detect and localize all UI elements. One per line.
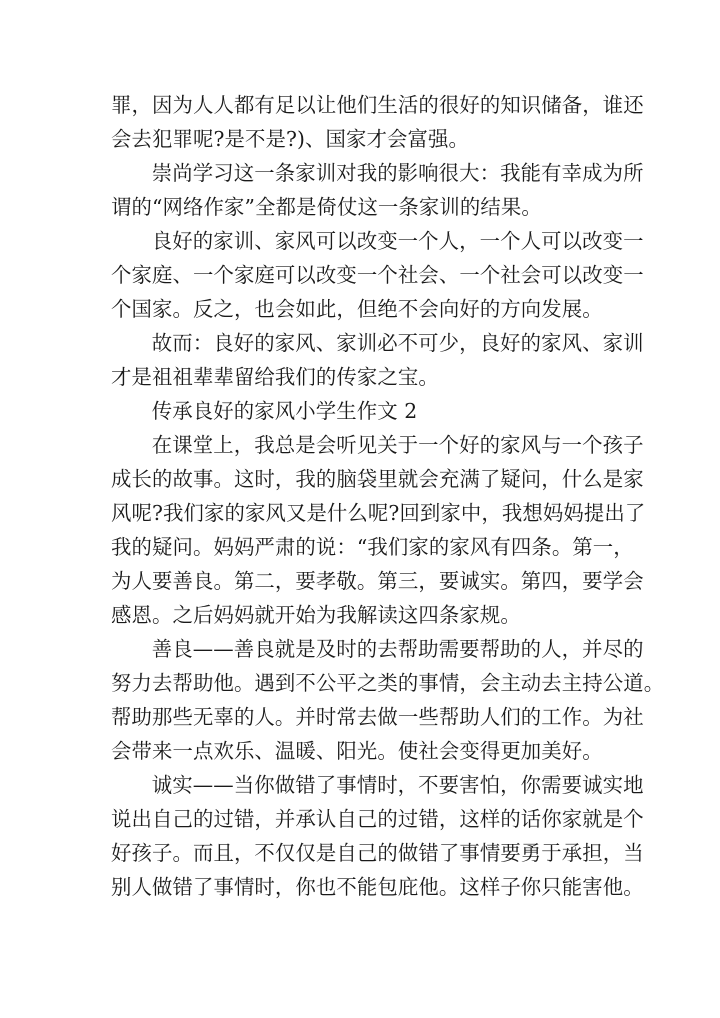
text-line: 会带来一点欢乐、温暖、阳光。使社会变得更加美好。 [111,739,603,763]
paragraph [111,768,644,904]
text-line: 崇尚学习这一条家训对我的影响很大：我能有幸成为所 [151,161,644,185]
text-line: 帮助那些无辜的人。并时常去做一些帮助人们的工作。为社 [111,705,644,729]
text-line: 罪，因为人人都有足以让他们生活的很好的知识储备，谁还 [111,93,644,117]
paragraph [111,224,644,326]
text-line: 我的疑问。妈妈严肃的说：“我们家的家风有四条。第一， [111,535,634,559]
paragraph [111,88,644,156]
text-line: 会去犯罪呢?是不是?)、国家才会富强。 [111,127,469,151]
text-line: 风呢?我们家的家风又是什么呢?回到家中，我想妈妈提出了 [111,501,646,525]
paragraph [111,326,644,394]
text-line: 在课堂上，我总是会听见关于一个好的家风与一个孩子 [151,433,644,457]
text-line: 诚实——当你做错了事情时，不要害怕，你需要诚实地 [151,773,644,797]
text-line: 才是祖祖辈辈留给我们的传家之宝。 [111,365,439,389]
document-body [111,88,665,904]
text-line: 别人做错了事情时，你也不能包庇他。这样子你只能害他。 [111,875,644,899]
text-line: 个国家。反之，也会如此，但绝不会向好的方向发展。 [111,297,603,321]
text-line: 努力去帮助他。遇到不公平之类的事情，会主动去主持公道。 [111,671,665,695]
paragraph [111,156,644,224]
text-line: 善良——善良就是及时的去帮助需要帮助的人，并尽的 [151,637,644,661]
text-line: 好孩子。而且，不仅仅是自己的做错了事情要勇于承担，当 [111,841,644,865]
text-line: 故而：良好的家风、家训必不可少，良好的家风、家训 [151,331,644,355]
text-line: 说出自己的过错，并承认自己的过错，这样的话你家就是个 [111,807,644,831]
text-line: 感恩。之后妈妈就开始为我解读这四条家规。 [111,603,521,627]
paragraph [111,428,646,632]
text-line: 为人要善良。第二，要孝敬。第三，要诚实。第四，要学会 [111,569,644,593]
text-line: 谓的“网络作家”全都是倚仗这一条家训的结果。 [111,195,542,219]
text-line: 成长的故事。这时，我的脑袋里就会充满了疑问，什么是家 [111,467,644,491]
paragraph [111,632,665,768]
text-line: 良好的家训、家风可以改变一个人，一个人可以改变一 [151,229,644,253]
heading-text: 传承良好的家风小学生作文 2 [151,399,418,423]
text-line: 个家庭、一个家庭可以改变一个社会、一个社会可以改变一 [111,263,644,287]
section-heading [111,394,631,428]
